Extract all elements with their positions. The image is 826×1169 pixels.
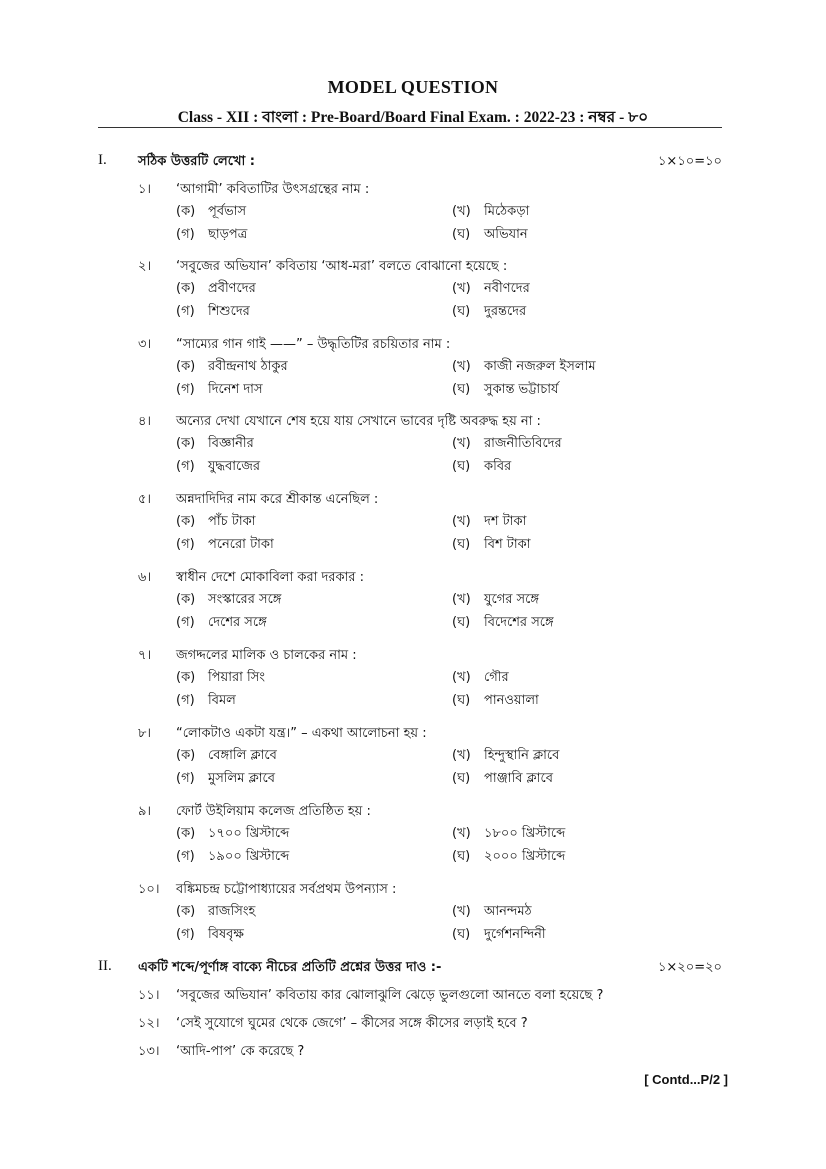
- option-kha: (খ) কাজী নজরুল ইসলাম: [452, 359, 596, 374]
- section-2-header: [0, 958, 826, 980]
- section-marks: ১×১০=১০: [658, 154, 722, 169]
- option-kha: (খ) নবীণদের: [452, 281, 530, 296]
- question-number: ৬।: [138, 570, 152, 585]
- option-gha: (ঘ) সুকান্ত ভট্টাচার্য: [452, 382, 559, 397]
- option-ka: (ক) রাজসিংহ: [176, 904, 256, 919]
- question-text: ‘আদি-পাপ’ কে করেছে ?: [176, 1044, 305, 1059]
- question-text: স্বাধীন দেশে মোকাবিলা করা দরকার :: [176, 570, 365, 585]
- section-marks: ১×২০=২০: [657, 960, 722, 975]
- question-text: অন্নদাদিদির নাম করে শ্রীকান্ত এনেছিল :: [176, 492, 379, 507]
- question-text: বঙ্কিমচন্দ্র চট্টোপাধ্যায়ের সর্বপ্রথম উপন্যাস :: [176, 882, 397, 897]
- section-title: একটি শব্দে/পূর্ণাঙ্গ বাক্যে নীচের প্রতিটি প্রশ্নের উত্তর দাও :-: [138, 960, 442, 975]
- option-kha: (খ) দশ টাকা: [452, 514, 527, 529]
- option-ga: (গ) ১৯০০ খ্রিস্টাব্দে: [176, 849, 290, 864]
- option-gha: (ঘ) বিশ টাকা: [452, 537, 531, 552]
- question-text: ‘সবুজের অভিযান’ কবিতায় ‘আধ-মরা’ বলতে বোঝানো হয়েছে :: [176, 259, 508, 274]
- option-kha: (খ) রাজনীতিবিদের: [452, 436, 562, 451]
- option-ga: (গ) ছাড়পত্র: [176, 227, 248, 242]
- section-number: I.: [98, 152, 107, 168]
- option-gha: (ঘ) পাঞ্জাবি ক্লাবে: [452, 771, 553, 786]
- option-ka: (ক) পূর্বভাস: [176, 204, 247, 219]
- section-number: II.: [98, 958, 112, 974]
- question-number: ৩।: [138, 337, 152, 352]
- question-number: ২।: [138, 259, 152, 274]
- option-gha: (ঘ) কবির: [452, 459, 512, 474]
- option-ga: (গ) বিমল: [176, 693, 236, 708]
- question-number: ১।: [138, 182, 152, 197]
- option-ka: (ক) ১৭০০ খ্রিস্টাব্দে: [176, 826, 290, 841]
- question-number: ৯।: [138, 804, 152, 819]
- option-gha: (ঘ) দুরন্তদের: [452, 304, 527, 319]
- option-ga: (গ) যুদ্ধবাজের: [176, 459, 261, 474]
- option-kha: (খ) যুগের সঙ্গে: [452, 592, 539, 607]
- option-ka: (ক) পিয়ারা সিং: [176, 670, 265, 685]
- question-number: ৮।: [138, 726, 152, 741]
- question-text: “লোকটাও একটা যন্ত্র।” – একথা আলোচনা হয় :: [176, 726, 427, 741]
- section-title: সঠিক উত্তরটি লেখো :: [138, 154, 255, 169]
- option-ga: (গ) দিনেশ দাস: [176, 382, 263, 397]
- option-ga: (গ) পনেরো টাকা: [176, 537, 274, 552]
- option-kha: (খ) গৌর: [452, 670, 509, 685]
- option-ka: (ক) বেঙ্গালি ক্লাবে: [176, 748, 277, 763]
- option-gha: (ঘ) পানওয়ালা: [452, 693, 539, 708]
- option-gha: (ঘ) দুর্গেশনন্দিনী: [452, 927, 546, 942]
- option-ka: (ক) বিজ্ঞানীর: [176, 436, 254, 451]
- question-number: ১০।: [138, 882, 160, 897]
- question-text: ‘সবুজের অভিযান’ কবিতায় কার ঝোলাঝুলি ঝেড়ে ভুলগুলো আনতে বলা হয়েছে ?: [176, 988, 604, 1003]
- option-kha: (খ) মিঠেকড়া: [452, 204, 530, 219]
- option-ka: (ক) প্রবীণদের: [176, 281, 256, 296]
- option-ka: (ক) রবীন্দ্রনাথ ঠাকুর: [176, 359, 288, 374]
- question-number: ১১।: [138, 988, 160, 1003]
- option-ga: (গ) বিষবৃক্ষ: [176, 927, 244, 942]
- option-ka: (ক) পাঁচ টাকা: [176, 514, 256, 529]
- question-number: ১৩।: [138, 1044, 160, 1059]
- question-text: জগদ্দলের মালিক ও চালকের নাম :: [176, 648, 357, 663]
- question-text: অন্যের দেখা যেখানে শেষ হয়ে যায় সেখানে ভাবের দৃষ্টি অবরুদ্ধ হয় না :: [176, 414, 541, 429]
- option-kha: (খ) হিন্দুস্থানি ক্লাবে: [452, 748, 560, 763]
- exam-title: MODEL QUESTION: [327, 77, 499, 97]
- section-1-header: [0, 152, 826, 174]
- option-ga: (গ) দেশের সঙ্গে: [176, 615, 267, 630]
- option-gha: (ঘ) বিদেশের সঙ্গে: [452, 615, 554, 630]
- question-text: ‘সেই সুযোগে ঘুমের থেকে জেগে’ – কীসের সঙ্গে কীসের লড়াই হবে ?: [176, 1016, 528, 1031]
- option-ga: (গ) মুসলিম ক্লাবে: [176, 771, 275, 786]
- question-number: ৭।: [138, 648, 152, 663]
- option-kha: (খ) আনন্দমঠ: [452, 904, 532, 919]
- option-ga: (গ) শিশুদের: [176, 304, 250, 319]
- question-number: ৪।: [138, 414, 152, 429]
- option-gha: (ঘ) অভিযান: [452, 227, 528, 242]
- option-kha: (খ) ১৮০০ খ্রিস্টাব্দে: [452, 826, 566, 841]
- continued-note: [ Contd...P/2 ]: [644, 1072, 728, 1087]
- question-text: ফোর্ট উইলিয়াম কলেজ প্রতিষ্ঠিত হয় :: [176, 804, 371, 819]
- question-text: “সাম্যের গান গাই ——” – উদ্ধৃতিটির রচয়িতার নাম :: [176, 337, 451, 352]
- option-gha: (ঘ) ২০০০ খ্রিস্টাব্দে: [452, 849, 566, 864]
- option-ka: (ক) সংস্কারের সঙ্গে: [176, 592, 282, 607]
- question-text: ‘আগামী’ কবিতাটির উৎসগ্রন্থের নাম :: [176, 182, 370, 197]
- exam-subtitle: Class - XII : বাংলা : Pre-Board/Board Final Exam. : 2022-23 : নম্বর - ৮০: [177, 109, 649, 126]
- question-number: ৫।: [138, 492, 152, 507]
- question-number: ১২।: [138, 1016, 160, 1031]
- header-underline: [98, 127, 722, 128]
